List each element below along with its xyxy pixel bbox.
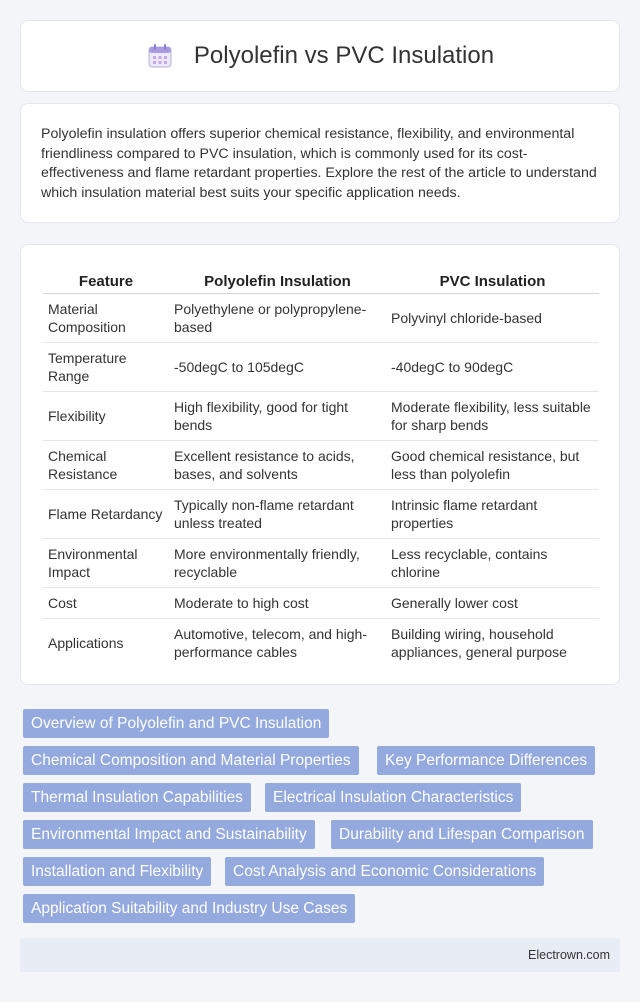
table-cell: Temperature Range [43, 342, 169, 391]
tag-link[interactable]: Application Suitability and Industry Use Cases [23, 894, 355, 923]
tag-link[interactable]: Chemical Composition and Material Properties [23, 746, 359, 775]
table-cell: Applications [48, 634, 124, 651]
tag-link[interactable]: Thermal Insulation Capabilities [23, 783, 251, 812]
table-cell: High flexibility, good for tight bends [169, 391, 386, 440]
table-cell: Building wiring, household appliances, general purpose [391, 625, 567, 660]
table-cell: Generally lower cost [386, 587, 599, 618]
tag-link[interactable]: Electrical Insulation Characteristics [265, 783, 521, 812]
page-title: Polyolefin vs PVC Insulation [193, 42, 495, 69]
table-cell: Automotive, telecom, and high-performance cables [174, 625, 367, 660]
table-row [43, 618, 599, 667]
table-cell: -40degC to 90degC [386, 342, 599, 391]
table-cell: Chemical Resistance [43, 440, 169, 489]
intro-paragraph: Polyolefin insulation offers superior chemical resistance, flexibility, and environmental friendliness compared to PVC insulation, which is commonly used for its cost-effectiveness and flame retardant properties. Explore the rest of the article to understand which insulation material best suits your specific application needs. [41, 126, 597, 201]
table-cell: Good chemical resistance, but less than polyolefin [386, 440, 599, 489]
table-row [43, 391, 599, 440]
tag-link[interactable]: Cost Analysis and Economic Considerations [225, 857, 544, 886]
tag-link[interactable]: Durability and Lifespan Comparison [331, 820, 593, 849]
comparison-table-card [20, 244, 620, 685]
tag-link[interactable]: Overview of Polyolefin and PVC Insulation [23, 709, 329, 738]
table-row [43, 342, 599, 391]
tag-link[interactable]: Key Performance Differences [377, 746, 595, 775]
table-row [43, 440, 599, 489]
footer-site-name: Electrown.com [528, 948, 610, 962]
intro-card [20, 103, 620, 223]
table-cell: Moderate flexibility, less suitable for sharp bends [386, 391, 599, 440]
table-cell: Polyethylene or polypropylene-based [169, 293, 386, 342]
table-cell: Cost [43, 587, 169, 618]
calendar-icon [146, 42, 174, 70]
table-cell: Polyvinyl chloride-based [386, 293, 599, 342]
tag-link[interactable]: Installation and Flexibility [23, 857, 211, 886]
table-cell: Environmental Impact [43, 538, 169, 587]
table-cell: Typically non-flame retardant unless treated [169, 489, 386, 538]
footer [20, 938, 620, 972]
column-header: Feature [43, 265, 169, 293]
table-cell: More environmentally friendly, recyclable [169, 538, 386, 587]
table-cell: Less recyclable, contains chlorine [386, 538, 599, 587]
table-row [43, 489, 599, 538]
table-header-row [43, 265, 599, 293]
table-cell: Excellent resistance to acids, bases, and solvents [169, 440, 386, 489]
table-row [43, 587, 599, 618]
table-cell: Flexibility [43, 391, 169, 440]
table-row [43, 293, 599, 342]
table-cell: Moderate to high cost [169, 587, 386, 618]
title-card [20, 20, 620, 92]
table-row [43, 538, 599, 587]
table-cell: -50degC to 105degC [169, 342, 386, 391]
table-cell: Intrinsic flame retardant properties [386, 489, 599, 538]
tag-link[interactable]: Environmental Impact and Sustainability [23, 820, 315, 849]
column-header: PVC Insulation [386, 265, 599, 293]
column-header: Polyolefin Insulation [169, 265, 386, 293]
table-cell: Material Composition [43, 293, 169, 342]
table-cell: Flame Retardancy [43, 489, 169, 538]
comparison-table [43, 265, 599, 667]
